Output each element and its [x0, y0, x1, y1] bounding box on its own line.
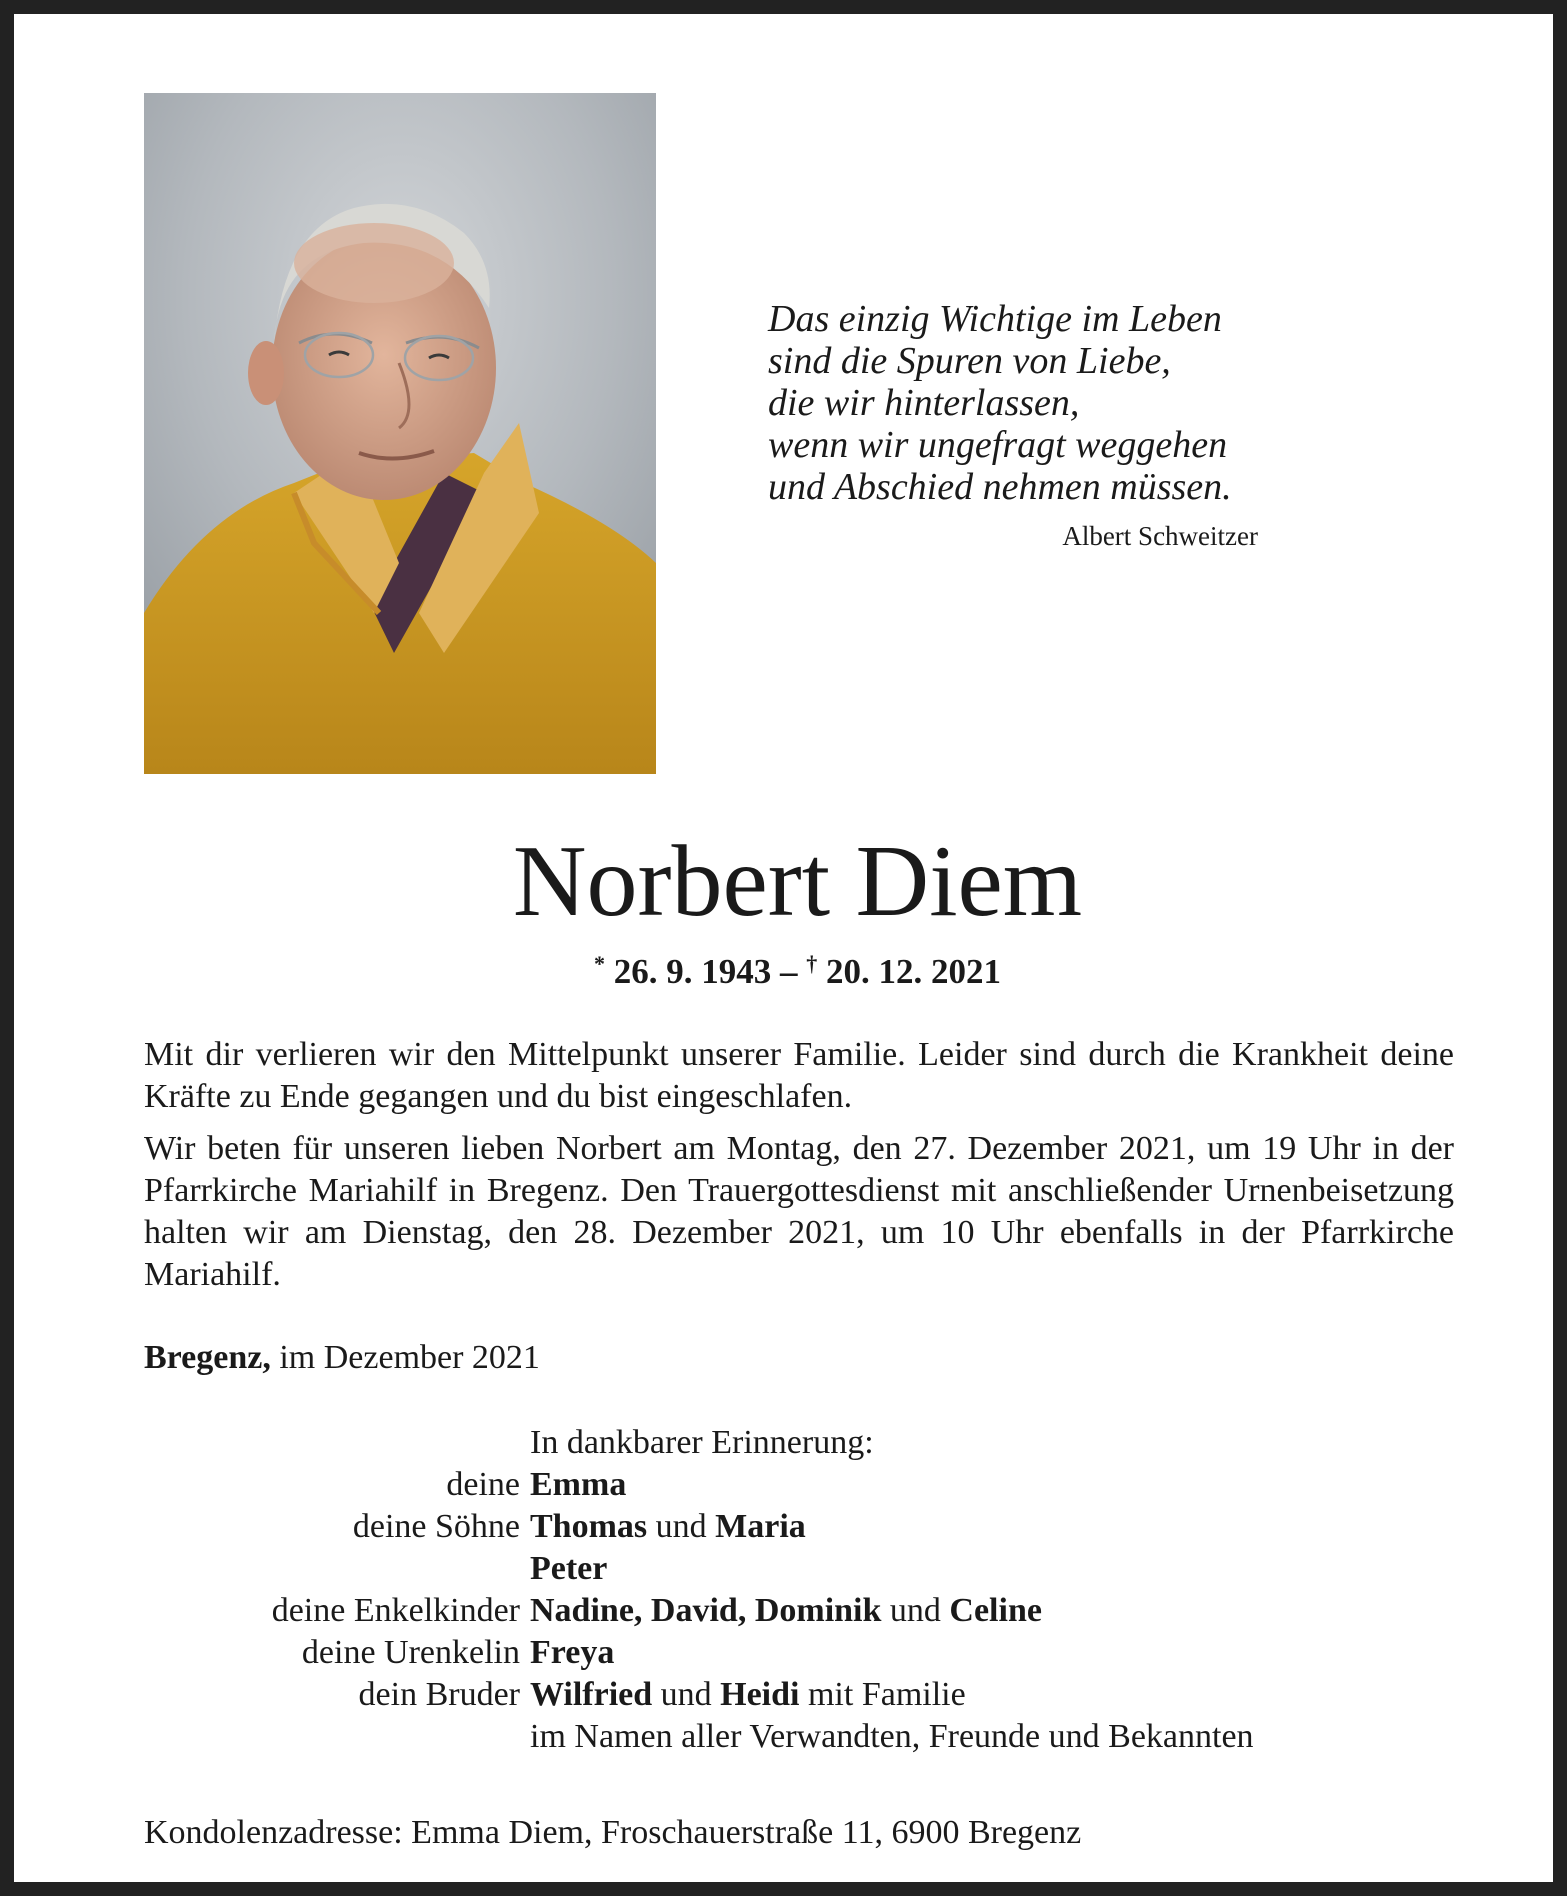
portrait-photo — [144, 93, 656, 774]
mourners-intro: In dankbarer Erinnerung: — [530, 1424, 874, 1461]
obituary-text — [144, 1034, 1454, 1306]
mourners-list — [144, 1422, 1464, 1758]
mourner-name: Emma — [530, 1466, 627, 1503]
mourner-relation: deine Urenkelin — [301, 1634, 520, 1671]
quote-line: und Abschied nehmen müssen. — [768, 466, 1232, 508]
mourner-relation: deine Enkelkinder — [271, 1592, 520, 1629]
mourner-row — [144, 1674, 1464, 1716]
quote-line: wenn wir ungefragt weggehen — [768, 424, 1228, 466]
mourner-suffix: mit Familie — [807, 1676, 966, 1713]
place-date — [144, 1339, 540, 1377]
mourner-relation: deine Söhne — [352, 1508, 520, 1545]
quote-line: Das einzig Wichtige im Leben — [768, 298, 1222, 340]
death-date: 20. 12. 2021 — [826, 952, 1001, 991]
quote-line: sind die Spuren von Liebe, — [768, 340, 1171, 382]
mourner-row — [144, 1590, 1464, 1632]
conjunction: und — [889, 1592, 941, 1629]
mourners-intro-row — [144, 1422, 1464, 1464]
birth-date: 26. 9. 1943 — [613, 952, 772, 991]
condolence-address: Kondolenzadresse: Emma Diem, Froschauerstraße 11, 6900 Bregenz — [144, 1814, 1082, 1851]
place-city: Bregenz, — [144, 1339, 271, 1376]
deceased-name: Norbert Diem — [512, 825, 1083, 938]
mourner-relation: deine — [446, 1466, 520, 1503]
quote-line: die wir hinterlassen, — [768, 382, 1080, 424]
conjunction: und — [660, 1676, 712, 1713]
quote-author: Albert Schweitzer — [1062, 521, 1258, 551]
portrait-illustration — [144, 93, 656, 774]
mourner-row — [144, 1506, 1464, 1548]
quote — [768, 298, 1288, 508]
conjunction: und — [655, 1508, 707, 1545]
life-dates — [14, 951, 1567, 992]
paragraph-service: Wir beten für unseren lieben Norbert am Montag, den 27. Dezember 2021, um 19 Uhr in der Pfarrkirche Mariahilf in Bregenz. Den Trauergottesdienst mit anschließender Urnenbeisetzung halten wir am Dienstag, den 28. Dezember 2021, um 10 Uhr ebenfalls in der Pfarrkirche Mariahilf. — [144, 1130, 1454, 1293]
mourner-name: Celine — [949, 1592, 1042, 1629]
mourner-row — [144, 1464, 1464, 1506]
mourner-name: Freya — [530, 1634, 615, 1671]
mourner-name: Thomas — [530, 1508, 648, 1545]
mourner-row — [144, 1632, 1464, 1674]
born-symbol: * — [594, 951, 605, 976]
mourners-closing-row — [144, 1716, 1464, 1758]
died-symbol: † — [806, 951, 818, 976]
mourner-name: Peter — [530, 1550, 608, 1587]
mourner-name: Nadine, David, Dominik — [530, 1592, 882, 1629]
date-separator: – — [780, 952, 798, 991]
mourner-name: Maria — [715, 1508, 806, 1545]
paragraph-farewell: Mit dir verlieren wir den Mittelpunkt unserer Familie. Leider sind durch die Krankheit deine Kräfte zu Ende gegangen und du bist eingeschlafen. — [144, 1036, 1454, 1115]
mourner-name: Wilfried — [530, 1676, 653, 1713]
mourner-name: Heidi — [720, 1676, 800, 1713]
mourner-relation: dein Bruder — [358, 1676, 520, 1713]
mourner-row — [144, 1548, 1464, 1590]
place-date-text: im Dezember 2021 — [279, 1339, 540, 1376]
mourner-relation — [144, 1548, 530, 1590]
mourners-closing: im Namen aller Verwandten, Freunde und Bekannten — [530, 1718, 1254, 1755]
